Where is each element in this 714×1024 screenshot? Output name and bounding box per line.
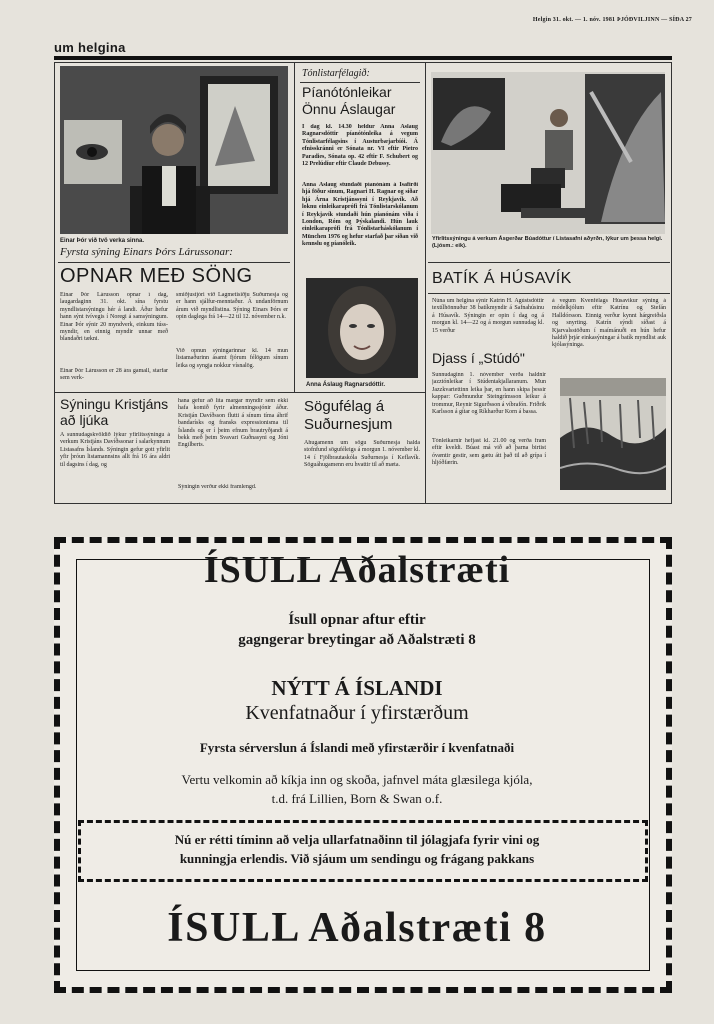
einar-col1: Einar Þór Lárusson opnar í dag, laugardaginn 31. okt. sína fyrstu myndlistarsýningu hér á landi. Áður hefur hann sýnt tvívegis í Noregi á samsýningum. Einar Þór sýnir 20 myndverk, einkum túss-myndir, en einnig myndir unnar með blandaðri tækni. (60, 292, 168, 343)
row-divider (294, 392, 425, 393)
ad-title-top: ÍSULL Aðalstræti (203, 549, 511, 591)
einar-photo (60, 66, 288, 234)
ad-line2: gagngerar breytingar að Aðalstræti 8 (238, 632, 476, 648)
ad-title-bottom: ÍSULL Aðalstræti 8 (167, 905, 547, 951)
batik-artwork-illustration (560, 378, 666, 490)
einar-photo-caption: Einar Þór við tvö verka sinna. (60, 238, 145, 244)
onnu-headline: Píanótónleikar Önnu Áslaugar (302, 84, 396, 117)
onnu-body: Í dag kl. 14.30 heldur Anna Áslaug Ragnarsdóttir píanótónleika á vegum Tónlistarfélagsins í Austurbæjarbíói. Á efnisskránni er Sónata nr. VI eftir Pietro Paradies, Sónata op. 42 eftir F. Schubert og 12 Prelúdíur eftir Claude Debussy. (302, 124, 418, 168)
batik-artwork (560, 378, 666, 490)
sogufelag-body: Áhugamenn um sögu Suðurnesja halda stofnfund söguféleigs á morgun 1. nóvember kl. 14 í Fjölbrautaskóla Suðurnesja í Keflavík. Söguáhugamenn eru hvattir til að mæta. (304, 440, 420, 469)
djass-headline: Djass í „Stúdó" (432, 350, 525, 366)
asgerdur-photo-illustration (431, 72, 665, 234)
ad-box-line2: kunningja erlendis. Við sjáum um sendingu og frágang pakkans (179, 851, 535, 866)
anna-photo (306, 278, 418, 378)
onnu-body2: Anna Áslaug stundaði píanónám á Ísafirði hjá föður sínum, Ragnari H. Ragnar og síðar hjá Árna Kristjánssyni í Reykjavík. Að loknu einleikaraprófi frá Tónlistarskólanum í Reykjavík stundaði hún píanónám víða í London, Róm og Þýskalandi. Hún lauk einleikaraprófi frá Tónlistarháskólanum í München 1976 og hefur starfað þar síðan við kennslu og píanóleik. (302, 182, 418, 248)
anna-photo-illustration (306, 278, 418, 378)
ad-first-store: Fyrsta sérverslun á Íslandi með yfirstærðir í kvenfatnaði (199, 740, 515, 755)
asgerdur-caption: Yfirlitssýningu á verkum Ásgerðar Búadóttur í Listasafni aðyrðn, lýkur um þessa helgi. (Ljósm.: eik). (432, 236, 663, 249)
djass-body2: Tónleikarnir hefjast kl. 21.00 og verða fram eftir kveldi. Búast má við að þarna birtist óvæntir gestir, sem gætu átt það til að grípa í hljóðfærin. (432, 438, 546, 467)
kristjan-headline: Sýningu Kristjáns að ljúka (60, 396, 169, 428)
column-divider (425, 62, 426, 504)
column-divider (294, 62, 295, 392)
ad-welcome-2: t.d. frá Lillien, Born & Swan o.f. (271, 791, 443, 806)
asgerdur-photo (431, 72, 665, 234)
batik-headline: BATÍK Á HÚSAVÍK (432, 270, 572, 287)
batik-col1: Núna um helgina sýnir Katrín H. Ágústsdóttir textílhönnuður 38 batíkmyndir á Safnahúsinu á Húsavík. Sýningin er opin í dag og á morgun kl. 14—22 og á morgun sunnudag kl. 15 verður (432, 298, 544, 334)
ad-new-heading: NÝTT Á ÍSLANDI (271, 676, 443, 700)
ad-welcome-1: Vertu velkomin að kíkja inn og skoða, jafnvel máta glæsilega kjóla, (181, 772, 533, 787)
sogufelag-headline: Sögufélag á Suðurnesjum (304, 398, 393, 433)
djass-body: Sunnudaginn 1. nóvember verða haldnir jazztónleikar í Stúdentakjallaranum. Mun Jazzkvartettinn leika þar, en hann skipa þessir kappar: Guðmundur Steingrímsson leikur á trommur, Reynir Sigurðsson á víbrafón. Friðrik Karlsson á gítar og Ríkharður Korn á bassa. (432, 372, 546, 416)
einar-col1b: Einar Þór Lárusson er 28 ára gamall, starfar sem verk- (60, 368, 168, 382)
running-head: Helgin 31. okt. — 1. nóv. 1981 ÞJÓÐVILJINN — SÍÐA 27 (532, 17, 692, 23)
ad-box-line1: Nú er rétti tíminn að velja ullarfatnaðinn til jólagjafa fyrir vini og (174, 832, 540, 847)
ad-new-sub: Kvenfatnaður í yfirstærðum (245, 702, 469, 724)
rule (428, 293, 670, 294)
rule (428, 262, 670, 263)
anna-photo-caption: Anna Áslaug Ragnarsdóttir. (306, 382, 386, 388)
einar-kicker: Fyrsta sýning Einars Þórs Lárussonar: (60, 246, 233, 258)
row-divider (54, 392, 294, 393)
kristjan-col1: A sunnudagskvöldið lýkur yfirlitssýningu á verkum Kristjáns Davíðssonar í salarkynnum Listasafns Íslands. Sýningin gefur gott yfirlit yfir þróun listamannsins allt frá 16 ára aldri til dagsins í dag, og (60, 432, 170, 468)
section-rule (54, 56, 672, 60)
ad-line1: Ísull opnar aftur eftir (288, 612, 426, 628)
onnu-kicker: Tónlistarfélagið: (302, 68, 370, 79)
einar-col2: smiðjustjóri við Lagmetisiðju Suðurnesja og er hann sjálfur-menntaður. Á undanförnum árum við myndlistina. Sýning Einars Þórs er opin daglega frá 14—22 til 12. nóvember n.k. (176, 292, 288, 321)
einar-headline: OPNAR MEÐ SÖNG (60, 265, 253, 287)
kristjan-col2: hana gefur að líta margar myndir sem ekki hafa komið fyrir almenningssjónir áður. Kristján Davíðsson flutti á sínum tíma áhrif bandarísks og fransks expressionisma til Íslands og er í þeim efnum brautryðjandi á bekk með þeim Svavari Guðnasyni og Jóni Engilberts. (178, 398, 288, 449)
rule (300, 82, 420, 83)
section-title: um helgina (54, 40, 126, 55)
kristjan-col2b: Sýningin verður ekki framlengd. (178, 484, 257, 490)
einar-col2b: Við opnun sýningarinnar kl. 14 mun listamaðurinn ásamt fjórum félögum sínum leika og syngja nokkur vísnalög. (176, 348, 288, 369)
rule (58, 262, 290, 263)
einar-photo-illustration (60, 66, 288, 234)
batik-col2: á vegum Kvenfélags Húsavíkur sýning á módelkjólum eftir Katrínu og Stefán Halldórsson. Einnig verður kynnt hárgreiðsla og snyrting. Katrín sýndi síðast á Kjarvalsstöðum í maímánuði en hún hefur haldið þrjár einkasýningar á batík myndlist auk kjólasýninga. (552, 298, 666, 349)
